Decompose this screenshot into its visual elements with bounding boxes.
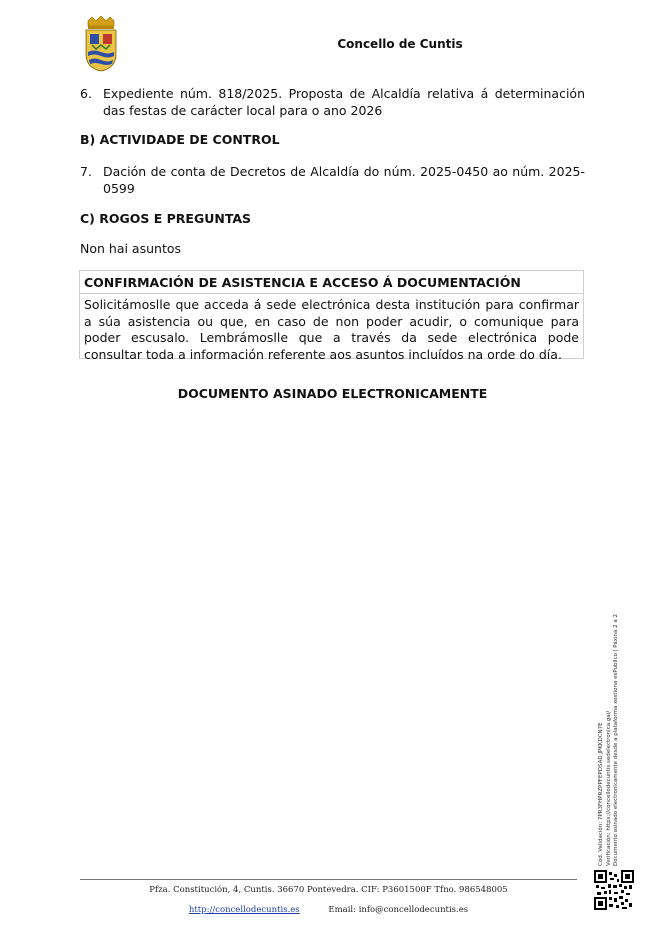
confirmation-box xyxy=(79,270,584,362)
section-c-heading: C) ROGOS E PREGUNTAS xyxy=(80,211,252,226)
verification-code: Cód. Validación: 7PR3FHPRZPPFEPDSAD JPKKDCN7E xyxy=(598,722,604,866)
section-c-content: Non hai asuntos xyxy=(80,241,182,256)
verification-side-text xyxy=(598,591,621,866)
item-number: 7. xyxy=(80,164,92,179)
confirmation-body: Solicitámoslle que acceda á sede electrónica desta institución para confirmar a súa asistencia ou que, en caso de non poder acudir, o comunique para poder escusalo. Lembrámoslle que a través da sede electrónica pode consultar toda a información referente aos asuntos incluídos na orde do día. xyxy=(84,297,579,362)
verification-url: Verificación: https://concellodecuntis.sedelectronica.gal/ xyxy=(605,710,612,866)
verification-platform: Documento asinado electronicamente desde a plataforma xestiona esPublico | Páxina 2 a 2 xyxy=(613,613,619,866)
footer-email[interactable]: Email: info@concellodecuntis.es xyxy=(328,905,469,915)
item-text: Expediente núm. 818/2025. Proposta de Alcaldía relativa á determinación das festas de carácter local para o ano 2026 xyxy=(103,86,585,118)
footer-website-link[interactable]: http://concellodecuntis.es xyxy=(188,905,300,915)
municipal-coat-of-arms-icon xyxy=(82,16,120,72)
item-number: 6. xyxy=(80,86,92,101)
item-text: Dación de conta de Decretos de Alcaldía do núm. 2025-0450 ao núm. 2025-0599 xyxy=(103,164,585,196)
footer-address: Pfza. Constitución, 4, Cuntis. 36670 Pontevedra. CIF: P3601500F Tfno. 986548005 xyxy=(149,885,508,895)
footer-divider xyxy=(80,879,577,880)
confirmation-title: CONFIRMACIÓN DE ASISTENCIA E ACCESO Á DOCUMENTACIÓN xyxy=(80,271,583,294)
signature-note: DOCUMENTO ASINADO ELECTRONICAMENTE xyxy=(177,386,488,401)
header-title: Concello de Cuntis xyxy=(337,37,463,51)
agenda-item-6 xyxy=(80,85,585,119)
qr-code-icon[interactable] xyxy=(594,870,634,910)
section-b-heading: B) ACTIVIDADE DE CONTROL xyxy=(80,132,280,147)
footer-contact xyxy=(80,905,577,915)
agenda-item-7 xyxy=(80,163,585,197)
